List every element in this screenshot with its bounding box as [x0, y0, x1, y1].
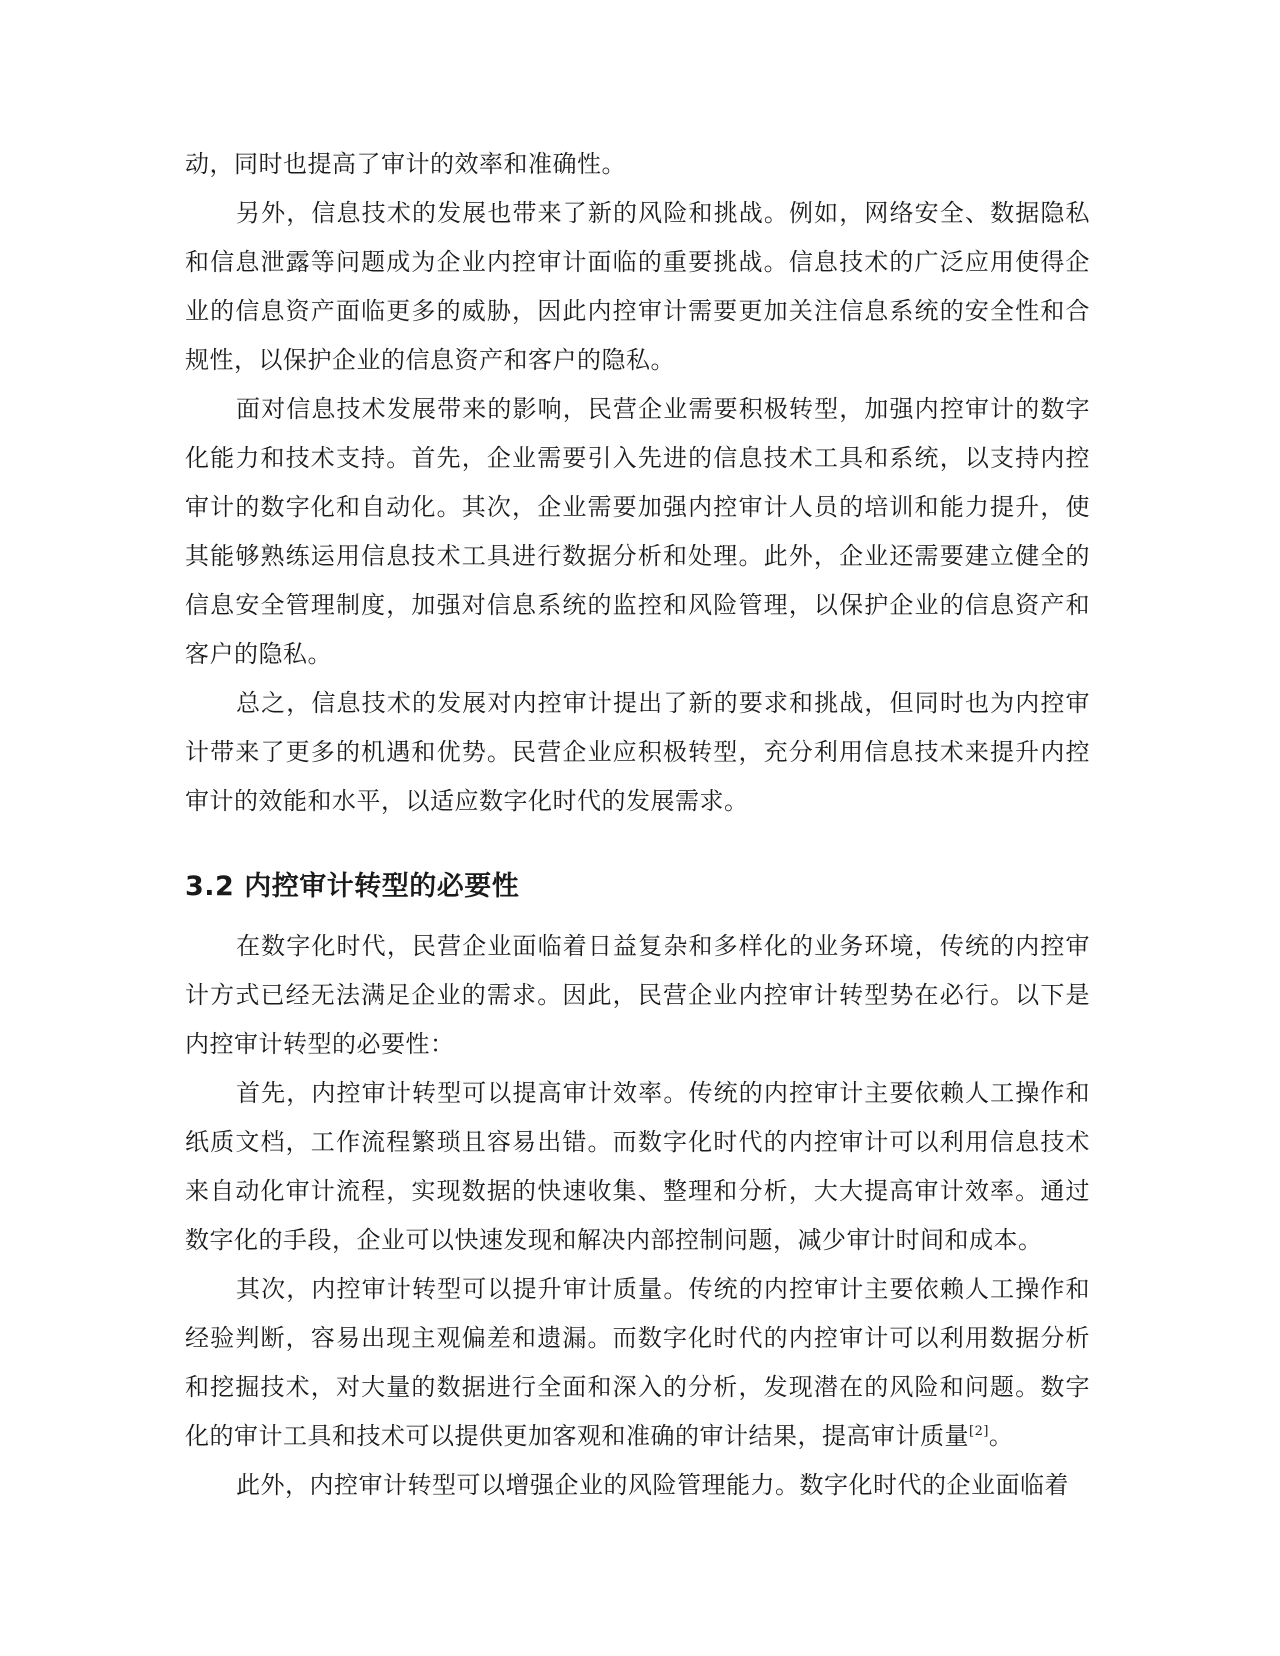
- page-content: [185, 140, 1090, 1510]
- paragraph-summary: 总之，信息技术的发展对内控审计提出了新的要求和挑战，但同时也为内控审计带来了更多的机遇和优势。民营企业应积极转型，充分利用信息技术来提升内控审计的效能和水平，以适应数字化时代的发展需求。: [185, 689, 1090, 815]
- paragraph-risk-management: 此外，内控审计转型可以增强企业的风险管理能力。数字化时代的企业面临着: [236, 1471, 1069, 1499]
- paragraph-necessity-intro: 在数字化时代，民营企业面临着日益复杂和多样化的业务环境，传统的内控审计方式已经无法满足企业的需求。因此，民营企业内控审计转型势在必行。以下是内控审计转型的必要性：: [185, 932, 1090, 1058]
- paragraph-transformation-response: 面对信息技术发展带来的影响，民营企业需要积极转型，加强内控审计的数字化能力和技术支持。首先，企业需要引入先进的信息技术工具和系统，以支持内控审计的数字化和自动化。其次，企业需要加强内控审计人员的培训和能力提升，使其能够熟练运用信息技术工具进行数据分析和处理。此外，企业还需要建立健全的信息安全管理制度，加强对信息系统的监控和风险管理，以保护企业的信息资产和客户的隐私。: [185, 395, 1090, 668]
- paragraph-quality: [185, 1265, 1090, 1461]
- paragraph-continuation: 动，同时也提高了审计的效率和准确性。: [185, 150, 626, 178]
- paragraph-quality-end: 。: [988, 1422, 1014, 1450]
- section-heading: 3.2 内控审计转型的必要性: [185, 871, 520, 902]
- paragraph-efficiency: 首先，内控审计转型可以提高审计效率。传统的内控审计主要依赖人工操作和纸质文档，工作流程繁琐且容易出错。而数字化时代的内控审计可以利用信息技术来自动化审计流程，实现数据的快速收集、整理和分析，大大提高审计效率。通过数字化的手段，企业可以快速发现和解决内部控制问题，减少审计时间和成本。: [185, 1079, 1090, 1254]
- paragraph-new-risks: 另外，信息技术的发展也带来了新的风险和挑战。例如，网络安全、数据隐私和信息泄露等问题成为企业内控审计面临的重要挑战。信息技术的广泛应用使得企业的信息资产面临更多的威胁，因此内控审计需要更加关注信息系统的安全性和合规性，以保护企业的信息资产和客户的隐私。: [185, 199, 1090, 374]
- citation-reference: [2]: [969, 1424, 989, 1439]
- paragraph-quality-text: 其次，内控审计转型可以提升审计质量。传统的内控审计主要依赖人工操作和经验判断，容易出现主观偏差和遗漏。而数字化时代的内控审计可以利用数据分析和挖掘技术，对大量的数据进行全面和深入的分析，发现潜在的风险和问题。数字化的审计工具和技术可以提供更加客观和准确的审计结果，提高审计质量: [185, 1275, 1090, 1450]
